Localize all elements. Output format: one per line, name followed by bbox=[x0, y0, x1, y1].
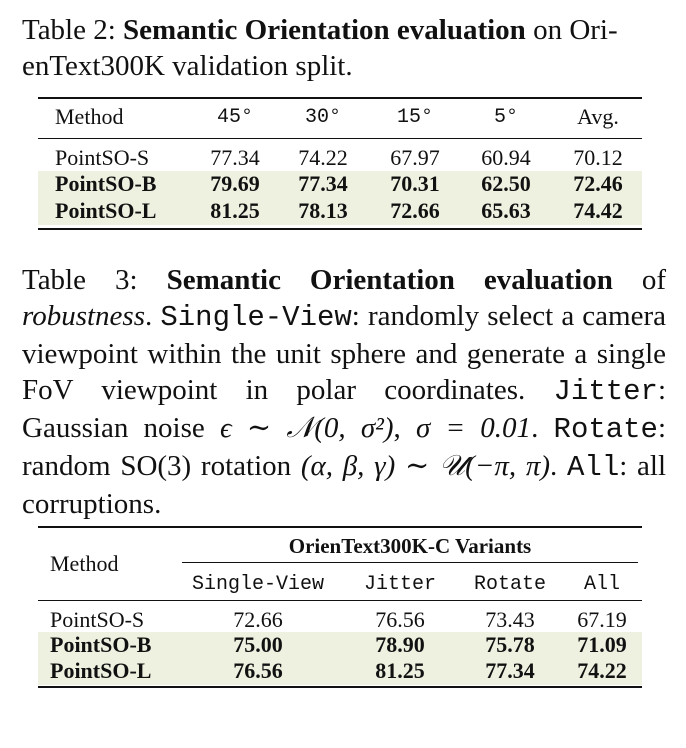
table2-caption-rest1: on Ori- bbox=[525, 14, 618, 46]
table3-caption-period2: . bbox=[531, 412, 554, 444]
table3-row-b-all: 71.09 bbox=[577, 632, 627, 657]
table3-row-b-method: PointSO-B bbox=[50, 632, 152, 657]
table3-caption-bold: Semantic Orientation evaluation bbox=[166, 264, 613, 296]
table2-row-s-avg: 70.12 bbox=[573, 145, 623, 170]
table3-header-method: Method bbox=[50, 551, 119, 576]
table3-row-s-all: 67.19 bbox=[577, 607, 627, 632]
table3-row-l-method: PointSO-L bbox=[50, 658, 152, 683]
table3-caption-of: of bbox=[612, 264, 666, 296]
table2-top-rule bbox=[38, 97, 642, 99]
table3-term-all: All bbox=[567, 451, 620, 484]
table2-caption-rest2: enText300K validation split. bbox=[22, 50, 353, 82]
table3-caption-period3: . bbox=[550, 450, 568, 482]
table3-row-b-jitter: 78.90 bbox=[375, 632, 425, 657]
table2-caption-bold: Semantic Orientation evaluation bbox=[123, 14, 526, 46]
table2-row-b-30: 77.34 bbox=[298, 171, 348, 196]
table2-bottom-rule bbox=[38, 228, 642, 230]
table3-math-rotate: (α, β, γ) ∼ 𝒰(−π, π) bbox=[300, 450, 551, 482]
table3-term-single-view: Single-View bbox=[160, 301, 352, 334]
table2-row-s-method: PointSO-S bbox=[55, 145, 150, 170]
table2-row-l-15: 72.66 bbox=[390, 198, 440, 223]
table3-desc-rotate: : random SO(3) rotation bbox=[22, 412, 667, 482]
table3-row-b-rotate: 75.78 bbox=[485, 632, 535, 657]
table2-mid-rule bbox=[38, 138, 642, 139]
table3-caption-period: . bbox=[145, 300, 161, 332]
table2-row-b-method: PointSO-B bbox=[55, 171, 157, 196]
table2-row-b-15: 70.31 bbox=[390, 171, 440, 196]
table3-row-s-method: PointSO-S bbox=[50, 607, 145, 632]
table3-col-single-view: Single-View bbox=[191, 573, 325, 596]
table2-header-avg: Avg. bbox=[577, 104, 619, 129]
table2-header-15: 15° bbox=[396, 106, 433, 129]
table2-row-l-45: 81.25 bbox=[210, 198, 260, 223]
table2-row-l-avg: 74.42 bbox=[573, 198, 623, 223]
table3-math-jitter: ϵ ∼ 𝒩(0, σ²) bbox=[219, 412, 394, 444]
table3-row-l-single-view: 76.56 bbox=[233, 658, 283, 683]
table2-row-b-45: 79.69 bbox=[210, 171, 260, 196]
table3-group-rule bbox=[182, 562, 638, 563]
table2-row-s-45: 77.34 bbox=[210, 145, 260, 170]
table3-col-all: All bbox=[583, 573, 620, 596]
table2-row-l-5: 65.63 bbox=[481, 198, 531, 223]
table3-top-rule bbox=[38, 526, 642, 528]
table3-caption-italic: robustness bbox=[22, 300, 145, 332]
table3-math-sigma: σ = 0.01 bbox=[415, 412, 532, 444]
table3-bottom-rule bbox=[38, 686, 642, 688]
table2-row-s-5: 60.94 bbox=[481, 145, 531, 170]
table3-desc-all: : all corruptions. bbox=[22, 450, 667, 520]
table2-header-method: Method bbox=[55, 104, 124, 129]
table3-row-s-jitter: 76.56 bbox=[375, 607, 425, 632]
table3-label: Table 3: bbox=[22, 264, 167, 296]
table2-row-l-method: PointSO-L bbox=[55, 198, 157, 223]
table2-caption bbox=[22, 12, 666, 84]
table2-row-l-30: 78.13 bbox=[298, 198, 348, 223]
table3-row-l-all: 74.22 bbox=[577, 658, 627, 683]
table2-header-45: 45° bbox=[216, 106, 253, 129]
table2-row-b-5: 62.50 bbox=[481, 171, 531, 196]
table3-col-jitter: Jitter bbox=[363, 573, 436, 596]
table3-row-s-rotate: 73.43 bbox=[485, 607, 535, 632]
table2-label: Table 2: bbox=[22, 14, 124, 46]
table3-mid-rule bbox=[38, 600, 642, 601]
table3-col-rotate: Rotate bbox=[473, 573, 546, 596]
table2-row-b-avg: 72.46 bbox=[573, 171, 623, 196]
table2-header-30: 30° bbox=[304, 106, 341, 129]
table3-group-header: OrienText300K-C Variants bbox=[288, 534, 532, 558]
table3-term-jitter: Jitter bbox=[553, 375, 658, 408]
table3-row-b-single-view: 75.00 bbox=[233, 632, 283, 657]
table3-desc-single-view: : randomly select a camera viewpoint within the unit sphere and generate a single FoV viewpoint in polar coordinates. bbox=[22, 300, 666, 406]
table3-row-l-jitter: 81.25 bbox=[375, 658, 425, 683]
table3-row-s-single-view: 72.66 bbox=[233, 607, 283, 632]
table3-row-l-rotate: 77.34 bbox=[485, 658, 535, 683]
table2-header-5: 5° bbox=[493, 106, 518, 129]
table2-row-s-30: 74.22 bbox=[298, 145, 348, 170]
table3-desc-jitter: : Gaussian noise bbox=[22, 374, 666, 444]
table3-caption: Table 3: Semantic Orientation evaluation of robustness. Single-View: randomly select a camera viewpoint within the unit sphere and generate a single FoV viewpoint in polar coordinates. Jitter: Gaussian noise ϵ ∼ 𝒩(0, σ²), σ = 0.01. Rotate: random SO(3) rotation (α, β, γ) ∼ 𝒰(−π, π). All: all corruptions. bbox=[22, 264, 667, 520]
table2-row-s-15: 67.97 bbox=[390, 145, 440, 170]
table3-term-rotate: Rotate bbox=[553, 413, 658, 446]
